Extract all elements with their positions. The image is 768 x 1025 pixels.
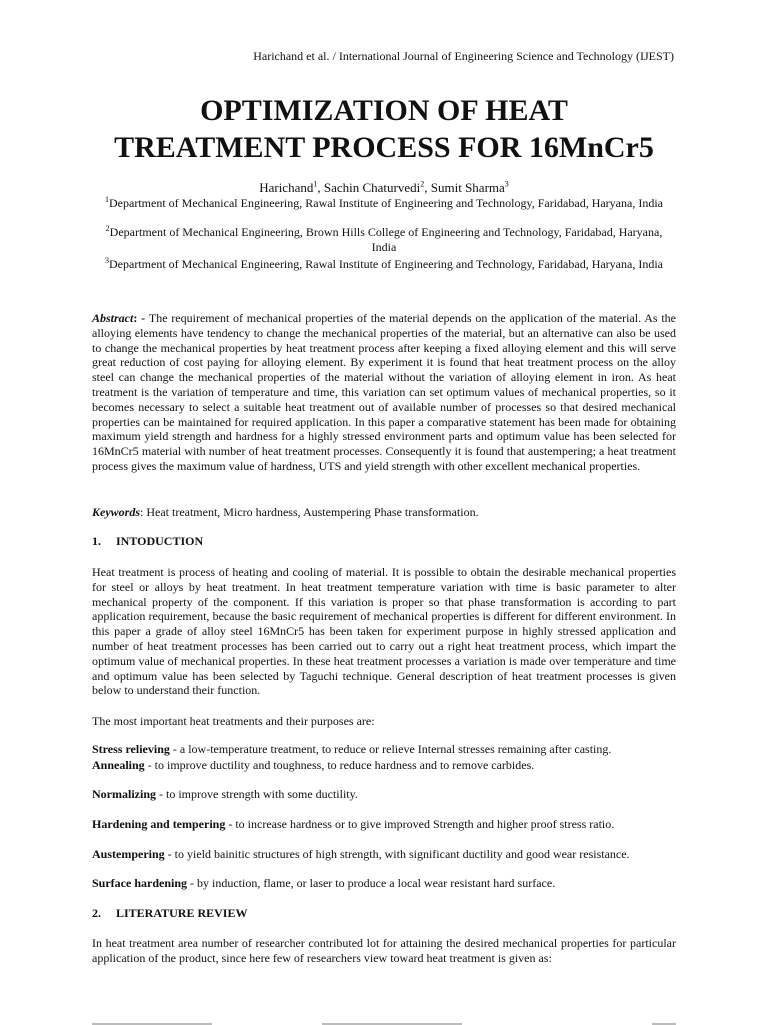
affiliation-1 xyxy=(92,196,676,211)
author-separator: , xyxy=(424,180,431,195)
author-name: Sumit Sharma xyxy=(430,180,505,195)
treatment-desc: - to increase hardness or to give improved Strength and higher proof stress ratio. xyxy=(225,817,615,831)
abstract-text: The requirement of mechanical properties of the material depends on the application of the material. As the alloying elements have tendency to change the mechanical properties of the material, but an alternative can also be used to change the mechanical properties by heat treatment process after keeping a fixed alloying element and this will serve great reduction of cost paying for alloying element. By experiment it is found that heat treatment process on the alloy steel can change the mechanical properties of the material without the variation of alloying element in iron. As heat treatment is the variation of temperature and time, this variation can set optimum values of mechanical properties, so it becomes necessary to select a suitable heat treatment out of available number of processes so that desired mechanical properties can be maintained for required application. In this paper a comparative statement has been made for obtaining maximum yield strength and hardness for a highly stressed environment parts and optimum value has been selected for 16MnCr5 material with number of heat treatment processes. Consequently it is found that austempering; a heat treatment process gives the maximum value of hardness, UTS and yield strength with other excellent mechanical properties. xyxy=(92,311,676,473)
treatment-item xyxy=(92,742,676,757)
treatment-term: Normalizing xyxy=(92,787,156,801)
section-2-heading xyxy=(92,906,676,921)
treatment-item xyxy=(92,876,676,891)
treatment-desc: - to yield bainitic structures of high strength, with significant ductility and good wear resistance. xyxy=(164,847,630,861)
author-affiliation-mark: 3 xyxy=(504,179,509,189)
abstract-marker: : - xyxy=(133,311,149,325)
section-2-paragraph: In heat treatment area number of researcher contributed lot for attaining the desired mechanical properties for particular application of the product, since here few of researchers view toward heat treatment is given as: xyxy=(92,936,676,965)
treatment-item xyxy=(92,817,676,832)
affiliation-3 xyxy=(92,257,676,272)
keywords-text: : Heat treatment, Micro hardness, Austempering Phase transformation. xyxy=(140,505,479,519)
affiliation-text: Department of Mechanical Engineering, Brown Hills College of Engineering and Technology, Faridabad, Haryana, India xyxy=(109,225,663,254)
abstract xyxy=(92,311,676,474)
section-1-intro: The most important heat treatments and their purposes are: xyxy=(92,714,375,728)
treatment-item xyxy=(92,758,676,773)
section-1-paragraph: Heat treatment is process of heating and cooling of material. It is possible to obtain the desirable mechanical properties for steel or alloys by heat treatment. In heat treatment temperature variation with time is basic parameter to alter mechanical property of the component. If this variation is proper so that phase transformation is according to part application requirement, because the basic requirement of mechanical properties is different for different environment. In this paper a grade of alloy steel 16MnCr5 has been taken for experiment purpose in highly stressed application and number of heat treatment processes has been carried out to carry out a right heat treatment process, which impart the optimum value of mechanical properties. In these heat treatment processes a variation is made over temperature and time and optimum value has been selected by Taguchi technique. General description of heat treatment processes is given below to understand their function. xyxy=(92,565,676,698)
affiliation-mark: 3 xyxy=(105,256,110,265)
affiliation-text: Department of Mechanical Engineering, Rawal Institute of Engineering and Technology, Faridabad, Haryana, India xyxy=(109,257,663,271)
section-number: 2. xyxy=(92,906,101,920)
section-number: 1. xyxy=(92,534,101,548)
section-title: INTODUCTION xyxy=(116,534,204,548)
author-affiliation-mark: 1 xyxy=(313,179,318,189)
author-separator: , xyxy=(317,180,324,195)
keywords xyxy=(92,505,676,520)
affiliation-2 xyxy=(92,225,676,254)
treatment-desc: - to improve strength with some ductility. xyxy=(156,787,358,801)
page-footer-clipped xyxy=(92,1019,676,1025)
author-name: Harichand xyxy=(259,180,314,195)
author-name: Sachin Chaturvedi xyxy=(323,180,421,195)
affiliation-mark: 1 xyxy=(105,195,110,204)
treatment-term: Annealing xyxy=(92,758,145,772)
treatment-term: Surface hardening xyxy=(92,876,188,890)
title-line-1: OPTIMIZATION OF HEAT xyxy=(200,94,568,127)
treatment-term: Stress relieving xyxy=(92,742,170,756)
author-list xyxy=(0,180,768,196)
section-title: LITERATURE REVIEW xyxy=(116,906,248,920)
affiliation-mark: 2 xyxy=(105,224,110,233)
treatment-term: Austempering xyxy=(92,847,165,861)
treatment-desc: - to improve ductility and toughness, to reduce hardness and to remove carbides. xyxy=(144,758,535,772)
treatment-term: Hardening and tempering xyxy=(92,817,226,831)
affiliation-text: Department of Mechanical Engineering, Rawal Institute of Engineering and Technology, Faridabad, Haryana, India xyxy=(109,196,663,210)
paper-title xyxy=(0,92,768,166)
treatment-item xyxy=(92,847,676,862)
treatment-desc: - a low-temperature treatment, to reduce or relieve Internal stresses remaining after casting. xyxy=(169,742,612,756)
treatment-item xyxy=(92,787,676,802)
author-affiliation-mark: 2 xyxy=(420,179,425,189)
treatment-desc: - by induction, flame, or laser to produce a local wear resistant hard surface. xyxy=(187,876,556,890)
keywords-label: Keywords xyxy=(92,505,140,519)
section-1-heading xyxy=(92,534,676,549)
title-line-2: TREATMENT PROCESS FOR 16MnCr5 xyxy=(114,131,654,164)
abstract-label: Abstract xyxy=(92,311,134,325)
running-head: Harichand et al. / International Journal of Engineering Science and Technology (IJEST) xyxy=(253,49,674,63)
